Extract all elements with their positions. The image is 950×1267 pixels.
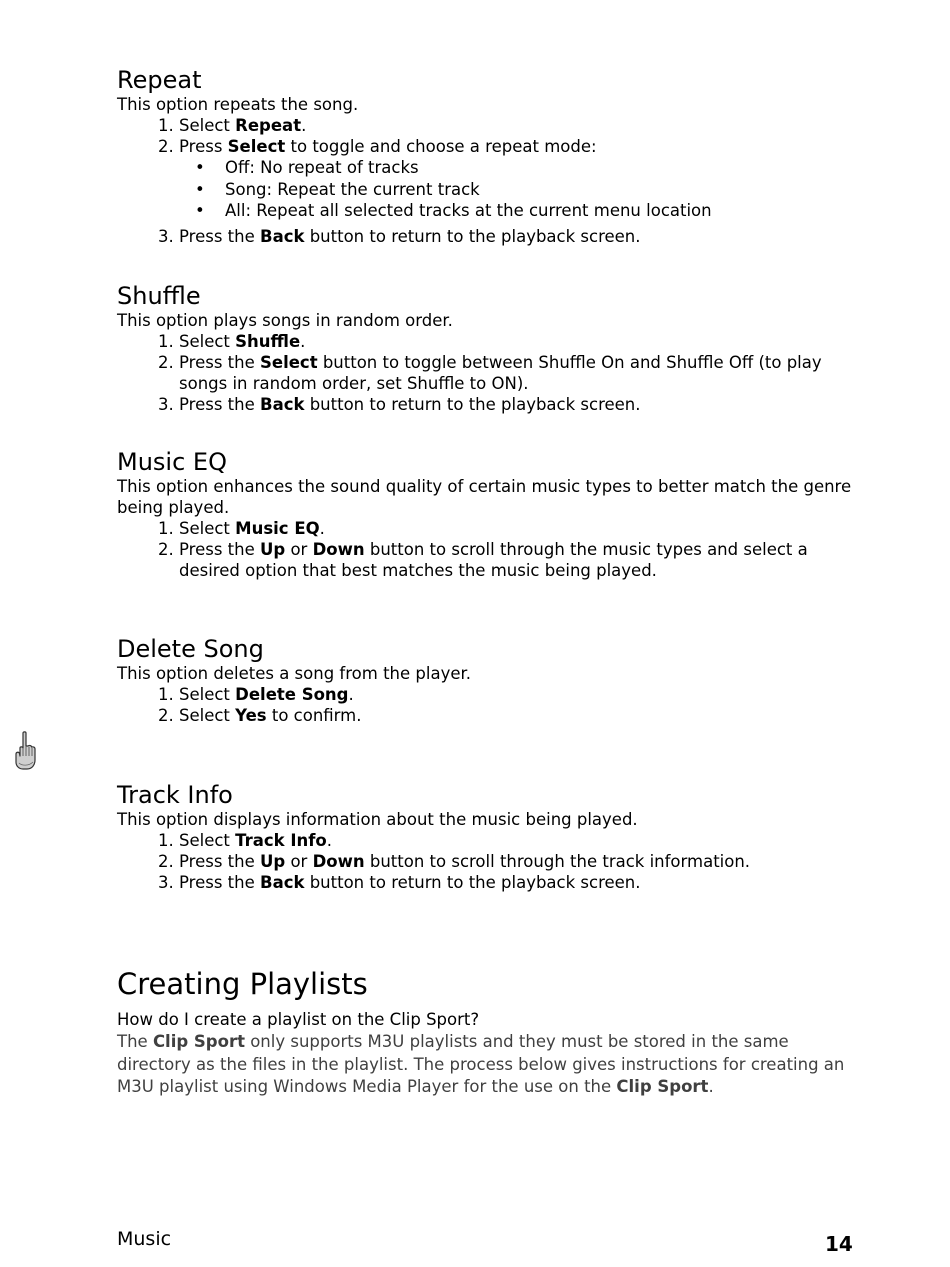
section-delete-song	[117, 635, 867, 726]
heading-delete-song: Delete Song	[117, 635, 264, 663]
section-track-info	[117, 781, 867, 893]
pointing-hand-icon	[12, 730, 38, 772]
repeat-step-2: 2. Press Select to toggle and choose a repeat mode: • Off: No repeat of tracks • Song: Repeat the current track • All: Repeat all selected tracks at the current menu location	[179, 136, 867, 222]
heading-track-info: Track Info	[117, 781, 233, 809]
repeat-modes	[179, 157, 867, 222]
track-info-step-2: 2. Press the Up or Down button to scroll through the track information.	[179, 851, 867, 872]
shuffle-step-2: 2. Press the Select button to toggle between Shuffle On and Shuffle Off (to play songs in random order, set Shuffle to ON).	[179, 352, 867, 394]
delete-song-step-1: 1. Select Delete Song.	[179, 684, 867, 705]
delete-song-steps	[117, 684, 867, 726]
repeat-intro: This option repeats the song.	[117, 95, 359, 114]
music-eq-step-1: 1. Select Music EQ.	[179, 518, 867, 539]
repeat-mode-song: • Song: Repeat the current track	[225, 179, 867, 201]
heading-music-eq: Music EQ	[117, 448, 227, 476]
shuffle-step-1: 1. Select Shuffle.	[179, 331, 867, 352]
track-info-steps	[117, 830, 867, 893]
track-info-intro: This option displays information about the music being played.	[117, 810, 638, 829]
repeat-mode-off: • Off: No repeat of tracks	[225, 157, 867, 179]
section-repeat	[117, 66, 867, 247]
section-creating-playlists	[117, 967, 867, 1099]
repeat-step-3: 3. Press the Back button to return to the playback screen.	[179, 226, 867, 247]
page-number: 14	[825, 1232, 853, 1256]
shuffle-steps	[117, 331, 867, 415]
playlists-question: How do I create a playlist on the Clip Sport?	[117, 1010, 480, 1029]
repeat-mode-all: • All: Repeat all selected tracks at the current menu location	[225, 200, 867, 222]
repeat-step-1: 1. Select Repeat.	[179, 115, 867, 136]
playlists-body: The Clip Sport only supports M3U playlists and they must be stored in the same directory as the files in the playlist. The process below gives instructions for creating an M3U playlist using Windows Media Player for the use on the Clip Sport.	[117, 1032, 845, 1096]
shuffle-intro: This option plays songs in random order.	[117, 311, 453, 330]
heading-creating-playlists: Creating Playlists	[117, 967, 368, 1001]
music-eq-steps	[117, 518, 867, 581]
footer-section-label: Music	[117, 1228, 172, 1250]
shuffle-step-3: 3. Press the Back button to return to the playback screen.	[179, 394, 867, 415]
music-eq-intro: This option enhances the sound quality of certain music types to better match the genre being played.	[117, 477, 852, 517]
section-shuffle	[117, 282, 867, 415]
music-eq-step-2: 2. Press the Up or Down button to scroll through the music types and select a desired option that best matches the music being played.	[179, 539, 867, 581]
heading-shuffle: Shuffle	[117, 282, 201, 310]
section-music-eq	[117, 448, 867, 581]
delete-song-intro: This option deletes a song from the player.	[117, 664, 471, 683]
repeat-steps	[117, 115, 867, 247]
heading-repeat: Repeat	[117, 66, 202, 94]
delete-song-step-2: 2. Select Yes to confirm.	[179, 705, 867, 726]
track-info-step-3: 3. Press the Back button to return to the playback screen.	[179, 872, 867, 893]
track-info-step-1: 1. Select Track Info.	[179, 830, 867, 851]
